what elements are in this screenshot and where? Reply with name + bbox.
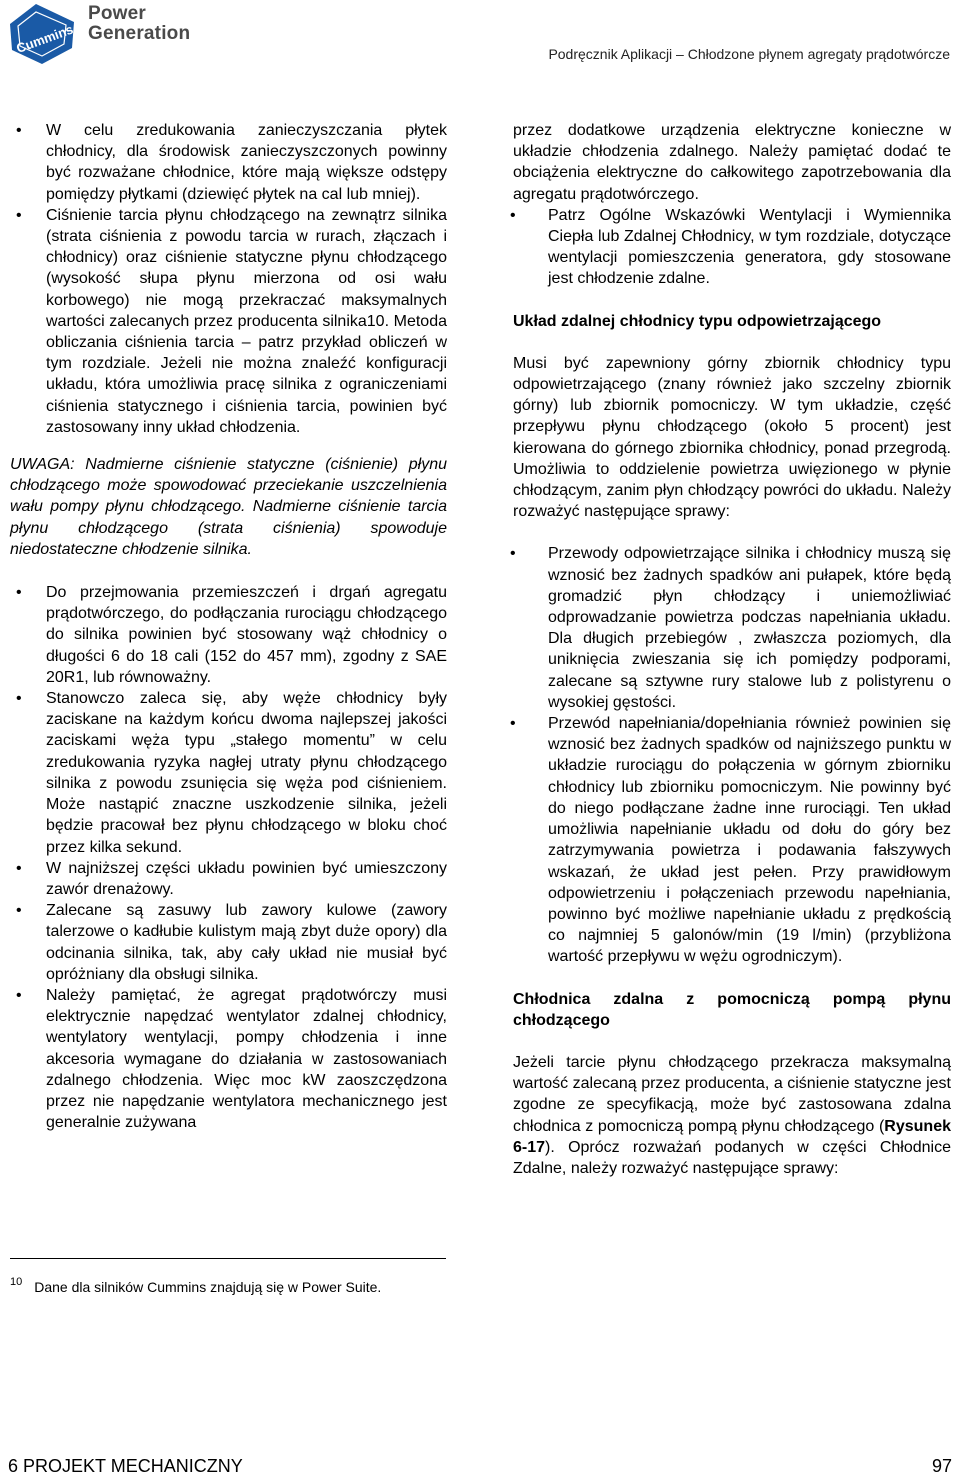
page-number: 97 — [931, 1456, 952, 1476]
list-item: • Przewody odpowietrzające silnika i chłodnicy muszą się wznosić bez żadnych spadków ani pułapek, które będą gromadzić płyn chłodzący i uniemożliwiać odprowadzanie powietrza podczas napełniania układu. Dla długich przebiegów , zwłaszcza poziomych, dla uniknięcia zwieszania się ich pomiędzy podporami, zalecane są sztywne rury stalowe lub z polistyrenu o wysokiej gęstości. — [513, 543, 951, 713]
cummins-logo — [6, 2, 78, 66]
paragraph-text-end: ). Oprócz rozważań podanych w części Chłodnice Zdalne, należy rozważyć następujące sprawy: — [513, 1138, 951, 1177]
figure-reference: Rysunek 6-17 — [513, 1117, 951, 1156]
logo-line-power: Power — [88, 3, 147, 24]
list-item: • Patrz Ogólne Wskazówki Wentylacji i Wymiennika Ciepła lub Zdalnej Chłodnicy, w tym rozdziale, dotyczące wentylacji pomieszczenia generatora, gdy stosowane jest chłodzenie zdalne. — [513, 205, 951, 290]
footnote-number: 10 — [10, 1276, 23, 1288]
list-item: • Należy pamiętać, że agregat prądotwórczy musi elektrycznie napędzać wentylator zdalnej chłodnicy, wentylatory wentylacji, pompy chłodzenia i inne akcesoria wymagane do działania w zastosowaniach zdalnego chłodzenia. Więc moc kW zaoszczędzona przez nie napędzanie wentylatora mechanicznego jest generalnie zużywana — [10, 985, 447, 1133]
section-paragraph-auxiliary-pump — [513, 1052, 951, 1179]
list-item: • Stanowczo zaleca się, aby węże chłodnicy były zaciskane na każdym końcu dwoma najlepszej jakości zaciskami węża typu „stałego momentu” w celu zredukowania ryzyka nagłej utraty płynu chłodzącego silnika z powodu zsunięcia się węża pod ciśnieniem. Może nastąpić znaczne uszkodzenie silnika, jeżeli będzie pracował bez płynu chłodzącego w bloku choć przez kilka sekund. — [10, 688, 447, 858]
footnote-text: Dane dla silników Cummins znajdują się w Power Suite. — [34, 1279, 382, 1295]
logo-badge-text: Cummins — [14, 21, 76, 56]
footer-section-title: 6 PROJEKT MECHANICZNY — [8, 1456, 243, 1476]
page-header — [0, 0, 960, 70]
list-item: • W najniższej części układu powinien być umieszczony zawór drenażowy. — [10, 858, 447, 900]
list-item: • Do przejmowania przemieszczeń i drgań agregatu prądotwórczego, do podłączania rurociągu chłodzącego do silnika powinien być stosowany wąż chłodnicy o długości 6 do 18 cali (152 do 457 mm), zgodny z SAE 20R1, lub równoważny. — [10, 582, 447, 688]
right-column — [513, 120, 951, 1179]
header-title: Podręcznik Aplikacji – Chłodzone płynem agregaty prądotwórcze — [548, 46, 950, 62]
list-item: • Zalecane są zasuwy lub zawory kulowe (zawory talerzowe o kadłubie kulistym mają zbyt duże opory) dla odcinania silnika, tak, aby cały układ nie musiał być opróżniany dla obsługi silnika. — [10, 900, 447, 985]
logo-line-generation: Generation — [88, 23, 191, 44]
footnote-separator — [10, 1258, 446, 1259]
continued-text: przez dodatkowe urządzenia elektryczne konieczne w układzie chłodzenia zdalnego. Należy pamiętać dodać te obciążenia elektryczne do całkowitego zapotrzebowania dla agregatu prądotwórczego. — [513, 122, 951, 203]
list-item: • Ciśnienie tarcia płynu chłodzącego na zewnątrz silnika (strata ciśnienia z powodu tarcia w rurach, złączach i chłodnicy) oraz ciśnienie statyczne płynu chłodzącego (wysokość słupa płynu mierzona od osi wału korbowego) nie mogą przekraczać maksymalnych wartości zalecanych przez producenta silnika10. Metoda obliczania ciśnienia tarcia – patrz przykład obliczeń w tym rozdziale. Jeżeli nie można znaleźć konfiguracji układu, która umożliwia pracę silnika z ograniczeniami ciśnienia statycznego i ciśnienia tarcia, powinien być zastosowany inny układ chłodzenia. — [10, 205, 447, 438]
section-paragraph-vented: Musi być zapewniony górny zbiornik chłodnicy typu odpowietrzającego (znany również jako szczelny zbiornik górny) lub zbiornik pomocniczy. W tym układzie, część przepływu płynu chłodzącego (około 5 procent) jest kierowana do górnego zbiornika chłodnicy, ponad przegrodą. Umożliwia to oddzielenie powietrza uwięzionego w płynie chłodzącym, zanim płyn chłodzący powróci do układu. Należy rozważyć następujące sprawy: — [513, 354, 951, 521]
section-heading-auxiliary-pump: Chłodnica zdalna z pomocniczą pompą płynu chłodzącego — [513, 990, 951, 1029]
list-item: • W celu zredukowania zanieczyszczania płytek chłodnicy, dla środowisk zanieczyszczonych powinny być rozważane chłodnice, które mają większe odstępy pomiędzy płytkami (dziewięć płytek na cal lub mniej). — [10, 120, 447, 205]
warning-note: UWAGA: Nadmierne ciśnienie statyczne (ciśnienie) płynu chłodzącego może spowodować przeciekanie uszczelnienia wału pompy płynu chłodzącego. Nadmierne ciśnienie tarcia płynu chłodzącego (strata ciśnienia) spowoduje niedostateczne chłodzenie silnika. — [10, 456, 447, 558]
right-bullet-list — [513, 543, 951, 967]
right-bullet-list-ref — [513, 205, 951, 290]
left-bullet-list-b — [10, 582, 447, 1133]
section-heading-vented: Układ zdalnej chłodnicy typu odpowietrzającego — [513, 312, 882, 330]
power-generation-logo — [88, 4, 190, 44]
paragraph-text-start: Jeżeli tarcie płynu chłodzącego przekracza maksymalną wartość zalecaną przez producenta, a ciśnienie statyczne jest zgodne ze specyfikacją, może być zastosowana zdalna chłodnica z pomocniczą pompą płynu chłodzącego ( — [513, 1053, 951, 1135]
list-item: • Przewód napełniania/dopełniania również powinien się wznosić bez żadnych spadków od najniższego punktu w układzie rurociągu do połączenia w górnym zbiorniku chłodnicy lub zbiorniku pomocniczym. Nie powinny być do niego podłączane żadne inne rurociągi. Ten układ umożliwia napełnianie układu od dołu do góry bez zatrzymywania powietrza i podawania fałszywych wskazań, że układ jest pełen. Przy prawidłowym odpowietrzeniu i połączeniach przewodu napełniania, powinno być możliwe napełnianie układu z prędkością co najmniej 5 galonów/min (19 l/min) (przybliżona wartość przepływu w wężu ogrodniczym). — [513, 713, 951, 967]
left-column — [10, 120, 447, 1133]
footnote — [10, 1276, 381, 1295]
left-bullet-list-a — [10, 120, 447, 438]
